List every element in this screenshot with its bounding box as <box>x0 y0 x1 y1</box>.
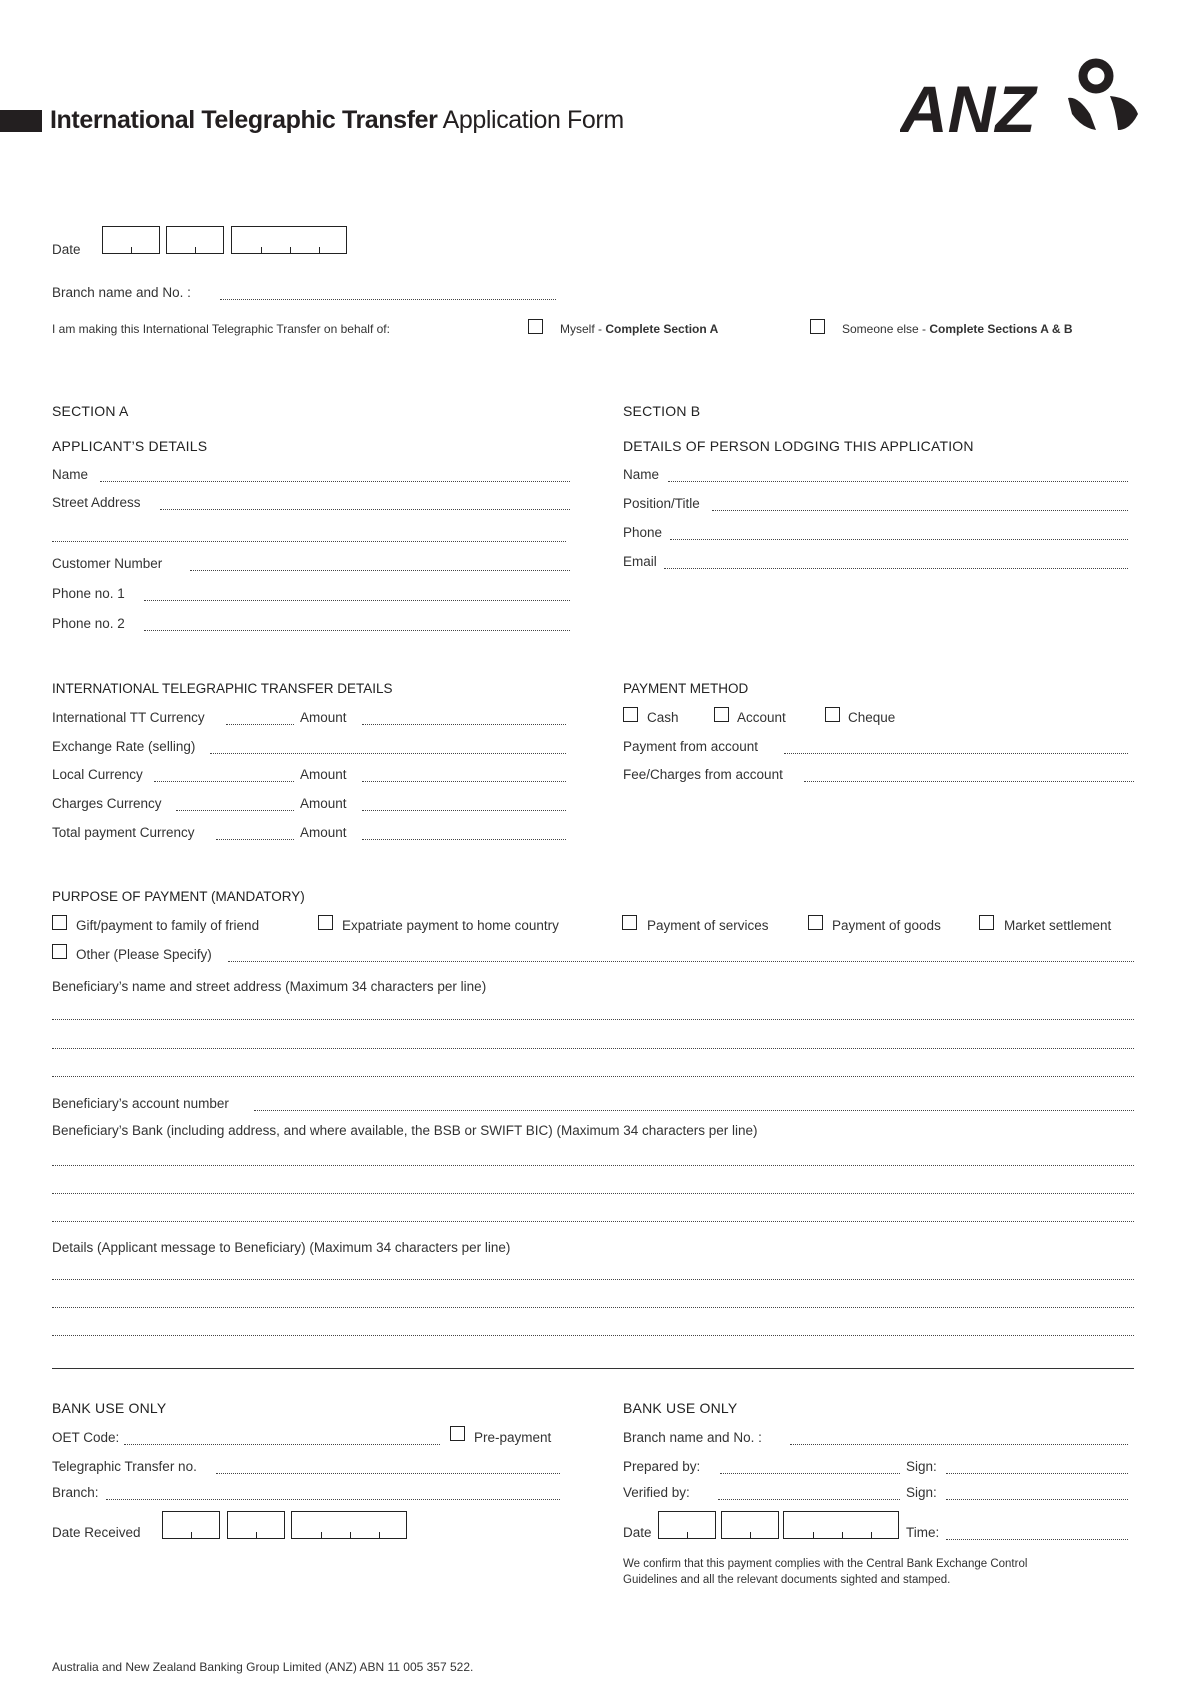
total-payment-label: Total payment Currency <box>52 825 195 840</box>
lodger-name-field[interactable] <box>668 481 1128 482</box>
total-amount-label: Amount <box>300 825 347 840</box>
lodger-details-heading: DETAILS OF PERSON LODGING THIS APPLICATION <box>623 438 974 454</box>
phone1-field[interactable] <box>144 600 570 601</box>
beneficiary-bank-label: Beneficiary’s Bank (including address, and where available, the BSB or SWIFT BIC) (Maximum 34 characters per line) <box>52 1123 758 1138</box>
oet-code-field[interactable] <box>124 1444 440 1445</box>
other-checkbox[interactable] <box>52 944 67 959</box>
total-payment-field[interactable] <box>216 839 294 840</box>
charges-amount-label: Amount <box>300 796 347 811</box>
footer-text: Australia and New Zealand Banking Group Limited (ANZ) ABN 11 005 357 522. <box>52 1660 474 1674</box>
beneficiary-name-label: Beneficiary’s name and street address (Maximum 34 characters per line) <box>52 979 487 994</box>
prepayment-checkbox[interactable] <box>450 1426 465 1441</box>
email-label: Email <box>623 554 657 569</box>
payment-method-heading: PAYMENT METHOD <box>623 681 749 696</box>
charges-amount-field[interactable] <box>362 810 566 811</box>
intl-amount-field[interactable] <box>362 724 566 725</box>
expatriate-label: Expatriate payment to home country <box>342 918 559 933</box>
tt-details-heading: INTERNATIONAL TELEGRAPHIC TRANSFER DETAILS <box>52 681 393 696</box>
details-line3[interactable] <box>52 1335 1134 1336</box>
applicant-name-field[interactable] <box>100 481 570 482</box>
email-field[interactable] <box>664 568 1128 569</box>
cheque-label: Cheque <box>848 710 896 725</box>
verified-by-field[interactable] <box>718 1499 900 1500</box>
phone2-label: Phone no. 2 <box>52 616 125 631</box>
bank-branch-no-field[interactable] <box>790 1444 1128 1445</box>
intl-currency-label: International TT Currency <box>52 710 205 725</box>
myself-checkbox[interactable] <box>528 319 543 334</box>
bank-time-label: Time: <box>906 1525 940 1540</box>
tt-no-field[interactable] <box>216 1473 560 1474</box>
total-amount-field[interactable] <box>362 839 566 840</box>
date-day-box[interactable] <box>102 226 160 254</box>
date-year-box[interactable] <box>231 226 347 254</box>
divider-rule <box>52 1368 1134 1369</box>
goods-label: Payment of goods <box>832 918 941 933</box>
expatriate-checkbox[interactable] <box>318 915 333 930</box>
anz-logo-text: ANZ <box>900 72 1036 138</box>
beneficiary-name-line3[interactable] <box>52 1076 1134 1077</box>
local-amount-field[interactable] <box>362 781 566 782</box>
beneficiary-bank-line2[interactable] <box>52 1193 1134 1194</box>
anz-logo-head <box>1083 63 1109 89</box>
position-label: Position/Title <box>623 496 700 511</box>
branch-label: Branch name and No. : <box>52 285 191 300</box>
services-label: Payment of services <box>647 918 769 933</box>
bank-branch-no-label: Branch name and No. : <box>623 1430 762 1445</box>
payment-from-account-label: Payment from account <box>623 739 759 754</box>
confirm-line1: We confirm that this payment complies with the Central Bank Exchange Control <box>623 1558 1028 1570</box>
confirm-line2: Guidelines and all the relevant documents sighted and stamped. <box>623 1574 951 1586</box>
exchange-rate-field[interactable] <box>210 753 566 754</box>
bank-date-month-box[interactable] <box>721 1511 779 1539</box>
local-amount-label: Amount <box>300 767 347 782</box>
date-received-month-box[interactable] <box>227 1511 285 1539</box>
details-line1[interactable] <box>52 1279 1134 1280</box>
date-received-year-box[interactable] <box>291 1511 407 1539</box>
date-received-day-box[interactable] <box>162 1511 220 1539</box>
myself-option-label: Myself - Complete Section A <box>560 322 719 336</box>
bank-branch-label: Branch: <box>52 1485 99 1500</box>
beneficiary-name-line2[interactable] <box>52 1048 1134 1049</box>
cash-checkbox[interactable] <box>623 707 638 722</box>
behalf-label: I am making this International Telegraphic Transfer on behalf of: <box>52 322 390 336</box>
phone2-field[interactable] <box>144 630 570 631</box>
services-checkbox[interactable] <box>622 915 637 930</box>
section-b-heading: SECTION B <box>623 403 701 419</box>
bank-branch-field[interactable] <box>106 1499 560 1500</box>
fee-from-account-field[interactable] <box>804 781 1134 782</box>
details-label: Details (Applicant message to Beneficiary) (Maximum 34 characters per line) <box>52 1240 511 1255</box>
street-address-label: Street Address <box>52 495 141 510</box>
applicant-name-label: Name <box>52 467 89 482</box>
bank-time-field[interactable] <box>946 1539 1128 1540</box>
other-field[interactable] <box>228 961 1134 962</box>
anz-logo-right-figure <box>1110 96 1138 130</box>
header-accent-bar <box>0 110 42 132</box>
account-label: Account <box>737 710 786 725</box>
bank-use-left-heading: BANK USE ONLY <box>52 1400 167 1416</box>
verified-sign-field[interactable] <box>946 1499 1128 1500</box>
form-title: International Telegraphic Transfer Application Form <box>50 106 624 134</box>
lodger-name-label: Name <box>623 467 660 482</box>
date-received-label: Date Received <box>52 1525 141 1540</box>
local-currency-field[interactable] <box>154 781 294 782</box>
purpose-heading: PURPOSE OF PAYMENT (MANDATORY) <box>52 889 305 904</box>
someone-else-checkbox[interactable] <box>810 319 825 334</box>
phone1-label: Phone no. 1 <box>52 586 125 601</box>
date-month-box[interactable] <box>166 226 224 254</box>
customer-number-label: Customer Number <box>52 556 163 571</box>
anz-logo-left-figure <box>1068 98 1096 130</box>
lodger-phone-field[interactable] <box>670 539 1128 540</box>
beneficiary-account-label: Beneficiary’s account number <box>52 1096 229 1111</box>
prepared-sign-field[interactable] <box>946 1473 1128 1474</box>
beneficiary-account-field[interactable] <box>254 1110 1134 1111</box>
details-line2[interactable] <box>52 1307 1134 1308</box>
street-address-field[interactable] <box>160 509 570 510</box>
payment-from-account-field[interactable] <box>784 753 1128 754</box>
bank-date-label: Date <box>623 1525 652 1540</box>
intl-amount-label: Amount <box>300 710 347 725</box>
verified-sign-label: Sign: <box>906 1485 937 1500</box>
local-currency-label: Local Currency <box>52 767 143 782</box>
position-field[interactable] <box>712 510 1128 511</box>
beneficiary-bank-line3[interactable] <box>52 1221 1134 1222</box>
market-label: Market settlement <box>1004 918 1112 933</box>
customer-number-field[interactable] <box>190 570 570 571</box>
gift-checkbox[interactable] <box>52 915 67 930</box>
tt-no-label: Telegraphic Transfer no. <box>52 1459 197 1474</box>
oet-code-label: OET Code: <box>52 1430 120 1445</box>
bank-date-day-box[interactable] <box>658 1511 716 1539</box>
bank-date-year-box[interactable] <box>783 1511 899 1539</box>
prepared-by-field[interactable] <box>720 1473 900 1474</box>
fee-from-account-label: Fee/Charges from account <box>623 767 783 782</box>
charges-currency-field[interactable] <box>176 810 294 811</box>
intl-currency-field[interactable] <box>226 724 294 725</box>
street-address-field-line2[interactable] <box>52 541 566 542</box>
charges-currency-label: Charges Currency <box>52 796 162 811</box>
branch-field[interactable] <box>220 299 556 300</box>
cheque-checkbox[interactable] <box>825 707 840 722</box>
beneficiary-bank-line1[interactable] <box>52 1165 1134 1166</box>
account-checkbox[interactable] <box>714 707 729 722</box>
market-checkbox[interactable] <box>979 915 994 930</box>
anz-logo <box>900 58 1140 138</box>
goods-checkbox[interactable] <box>808 915 823 930</box>
gift-label: Gift/payment to family of friend <box>76 918 260 933</box>
other-label: Other (Please Specify) <box>76 947 212 962</box>
verified-by-label: Verified by: <box>623 1485 690 1500</box>
prepared-by-label: Prepared by: <box>623 1459 701 1474</box>
cash-label: Cash <box>647 710 679 725</box>
lodger-phone-label: Phone <box>623 525 663 540</box>
date-label: Date <box>52 242 81 257</box>
beneficiary-name-line1[interactable] <box>52 1019 1134 1020</box>
exchange-rate-label: Exchange Rate (selling) <box>52 739 196 754</box>
prepayment-label: Pre-payment <box>474 1430 552 1445</box>
someone-else-option-label: Someone else - Complete Sections A & B <box>842 322 1073 336</box>
applicant-details-heading: APPLICANT’S DETAILS <box>52 438 208 454</box>
prepared-sign-label: Sign: <box>906 1459 937 1474</box>
bank-use-right-heading: BANK USE ONLY <box>623 1400 738 1416</box>
section-a-heading: SECTION A <box>52 403 129 419</box>
